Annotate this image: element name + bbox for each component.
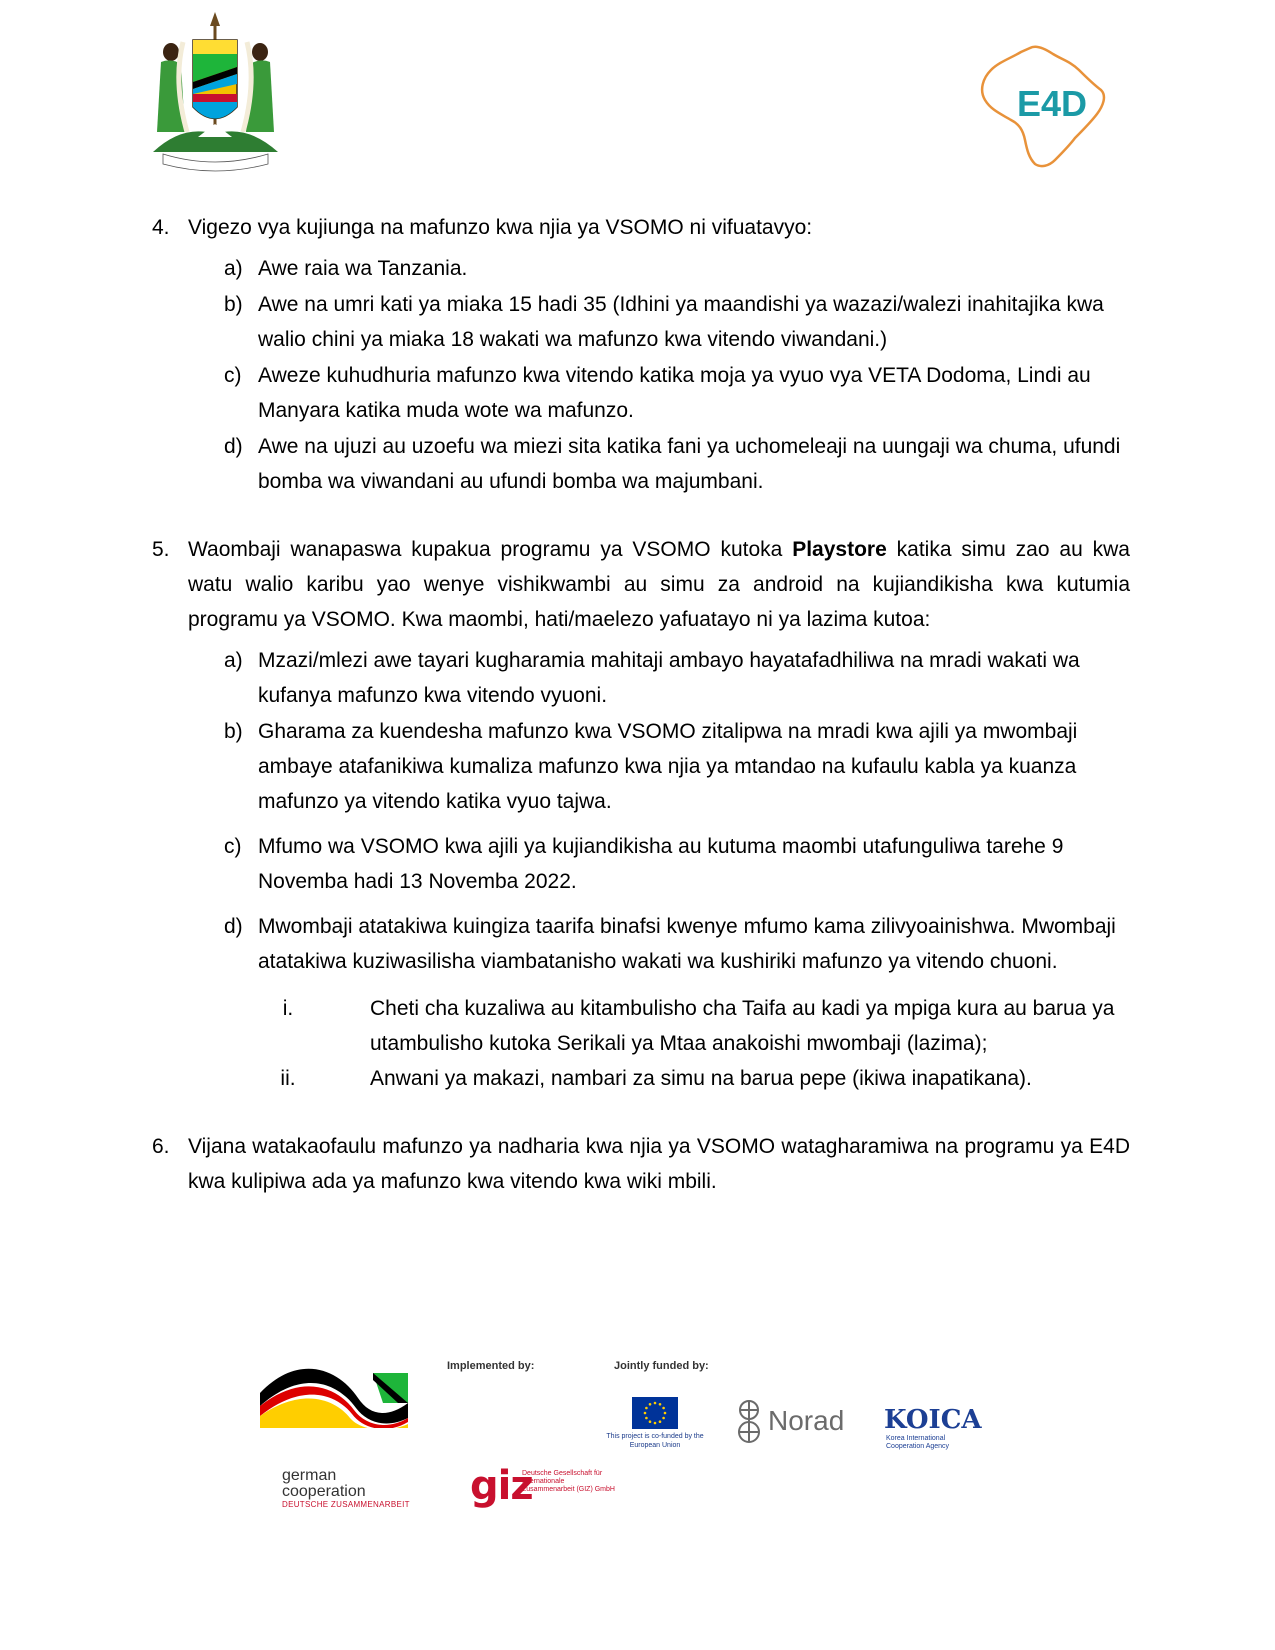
item-number: 4. <box>152 216 170 239</box>
giz-logo: giz <box>470 1463 533 1509</box>
sub-list <box>188 643 1130 979</box>
sub-item-text: Awe na umri kati ya miaka 15 hadi 35 (Idhini ya maandishi ya wazazi/walezi inahitajika kwa walio chini ya miaka 18 wakati wa mafunzo kwa vitendo viwandani.) <box>258 293 1104 351</box>
eu-cofunded-text: This project is co-funded by the European Union <box>606 1433 704 1449</box>
german-cooperation-swoosh-icon <box>258 1358 413 1428</box>
list-item-6 <box>152 1129 1130 1199</box>
sub-item-d <box>188 909 1130 979</box>
jointly-funded-label: Jointly funded by: <box>614 1360 709 1372</box>
norad-logo-text: Norad <box>768 1405 845 1436</box>
sub-item-a <box>188 251 1130 286</box>
roman-list <box>188 991 1130 1096</box>
sub-item-text: Awe raia wa Tanzania. <box>258 257 468 280</box>
sub-item-a <box>188 643 1130 713</box>
item-text <box>188 532 1130 637</box>
sub-item-letter: c) <box>224 835 242 858</box>
item-text: Vijana watakaofaulu mafunzo ya nadharia kwa njia ya VSOMO watagharamiwa na programu ya E4D kwa kulipiwa ada ya mafunzo kwa vitendo kwa wiki mbili. <box>188 1135 1130 1193</box>
item-number: 5. <box>152 538 170 561</box>
sub-item-text: Mfumo wa VSOMO kwa ajili ya kujiandikisha au kutuma maombi utafunguliwa tarehe 9 Novemba hadi 13 Novemba 2022. <box>258 835 1064 893</box>
koica-subtitle-1: Korea International <box>886 1435 946 1442</box>
list-item-4 <box>152 210 1130 499</box>
sub-item-letter: b) <box>224 293 243 316</box>
eu-flag-icon <box>632 1397 678 1429</box>
sub-item-text: Mzazi/mlezi awe tayari kugharamia mahitaji ambayo hayatafadhiliwa na mradi wakati wa kufanya mafunzo kwa vitendo vyuoni. <box>258 649 1080 707</box>
german-cooperation-line3: DEUTSCHE ZUSAMMENARBEIT <box>282 1500 410 1509</box>
e4d-logo-text: E4D <box>1017 83 1088 124</box>
sub-item-text: Awe na ujuzi au uzoefu wa miezi sita katika fani ya uchomeleaji na uungaji wa chuma, ufundi bomba wa viwandani au ufundi bomba wa majumbani. <box>258 435 1121 493</box>
roman-item-i <box>188 991 1130 1061</box>
sub-item-b <box>188 287 1130 357</box>
sub-item-letter: d) <box>224 435 243 458</box>
sub-item-text: Mwombaji atatakiwa kuingiza taarifa binafsi kwenye mfumo kama zilivyoainishwa. Mwombaji atatakiwa kuziwasilisha viambatanisho wakati wa kushiriki mafunzo ya vitendo chuoni. <box>258 915 1116 973</box>
roman-item-number: i. <box>282 997 294 1020</box>
koica-logo-text: KOICA <box>884 1405 982 1435</box>
german-cooperation-line1: german <box>282 1467 337 1484</box>
german-cooperation-line2: cooperation <box>282 1483 366 1500</box>
norad-symbol-icon <box>735 1400 763 1444</box>
roman-item-ii <box>188 1061 1130 1096</box>
sub-item-c <box>188 829 1130 899</box>
sub-item-c <box>188 358 1130 428</box>
sub-item-text: Aweze kuhudhuria mafunzo kwa vitendo katika moja ya vyuo vya VETA Dodoma, Lindi au Manyara katika muda wote wa mafunzo. <box>258 364 1091 422</box>
document-body <box>152 210 1130 1199</box>
playstore-emphasis: Playstore <box>792 538 887 561</box>
implemented-by-label: Implemented by: <box>447 1360 535 1372</box>
sub-item-d <box>188 429 1130 499</box>
koica-subtitle-2: Cooperation Agency <box>886 1443 950 1450</box>
sub-item-letter: d) <box>224 915 243 938</box>
item-text-part: Waombaji wanapaswa kupakua programu ya VSOMO kutoka <box>188 538 793 561</box>
tanzania-coat-of-arms-logo <box>143 12 288 172</box>
roman-item-text: Anwani ya makazi, nambari za simu na barua pepe (ikiwa inapatikana). <box>370 1067 1032 1090</box>
sub-item-b <box>188 714 1130 819</box>
sub-item-letter: c) <box>224 364 242 387</box>
e4d-logo <box>975 40 1120 175</box>
sub-item-letter: a) <box>224 649 243 672</box>
list-item-5 <box>152 532 1130 1096</box>
roman-item-number: ii. <box>280 1067 296 1090</box>
sub-list <box>188 251 1130 499</box>
sub-item-text: Gharama za kuendesha mafunzo kwa VSOMO zitalipwa na mradi kwa ajili ya mwombaji ambaye atafanikiwa kumaliza mafunzo kwa njia ya mtandao na kufaulu kabla ya kuanza mafunzo ya vitendo katika vyuo tajwa. <box>258 720 1078 813</box>
sub-item-letter: b) <box>224 720 243 743</box>
item-number: 6. <box>152 1135 170 1158</box>
roman-item-text: Cheti cha kuzaliwa au kitambulisho cha Taifa au kadi ya mpiga kura au barua ya utambulisho kutoka Serikali ya Mtaa anakoishi mwombaji (lazima); <box>370 997 1115 1055</box>
item-text-part: katika simu zao au kwa watu walio karibu yao wenye vishikwambi au simu za android na kujiandikisha kwa kutumia programu ya VSOMO. Kwa maombi, hati/maelezo yafuatayo ni ya lazima kutoa: <box>188 538 1130 631</box>
sub-item-letter: a) <box>224 257 243 280</box>
giz-full-name: Deutsche Gesellschaft für Internationale Zusammenarbeit (GIZ) GmbH <box>522 1470 615 1493</box>
item-text: Vigezo vya kujiunga na mafunzo kwa njia ya VSOMO ni vifuatavyo: <box>188 216 813 239</box>
